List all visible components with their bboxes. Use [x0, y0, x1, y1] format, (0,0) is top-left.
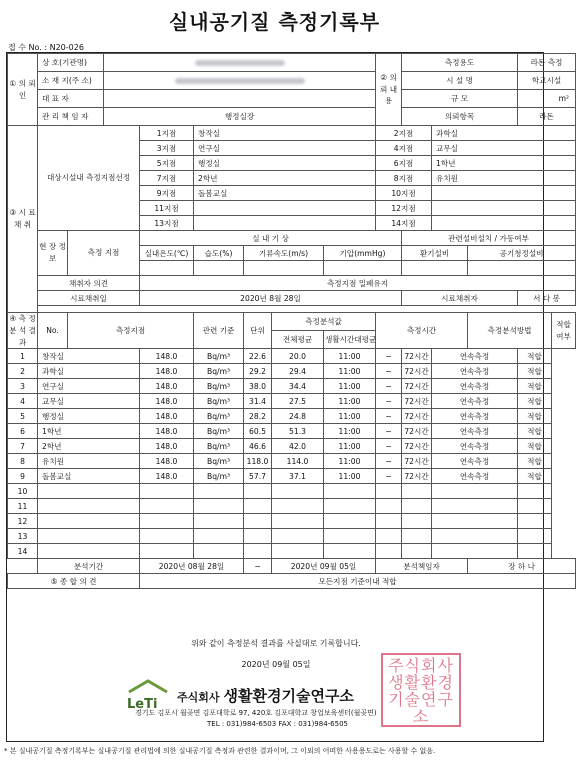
facility-label: 시 설 명 — [402, 72, 518, 90]
page-title: 실내공기질 측정기록부 — [168, 10, 381, 34]
weather-col-airflow: 기류속도(m/s) — [244, 246, 324, 261]
result-life-mean: 20.0 — [272, 349, 324, 364]
result-row — [8, 424, 576, 439]
result-duration: 72시간 — [402, 394, 432, 409]
result-point: 교무실 — [38, 394, 140, 409]
point-name: 연구실 — [194, 141, 376, 156]
weather-value — [194, 261, 244, 276]
result-unit — [194, 484, 244, 499]
result-dash: ~ — [376, 349, 402, 364]
result-mean: 46.6 — [244, 439, 272, 454]
result-duration — [402, 544, 432, 559]
section5-label: ⑤ 종 합 의 견 — [8, 574, 140, 589]
equip-col-ventilation: 환기설비 — [402, 246, 468, 261]
result-no: 5 — [8, 409, 38, 424]
result-duration: 72시간 — [402, 469, 432, 484]
result-fit — [518, 514, 552, 529]
result-unit: Bq/m³ — [194, 469, 244, 484]
result-fit — [518, 499, 552, 514]
result-start: 11:00 — [324, 469, 376, 484]
result-mean — [244, 514, 272, 529]
result-point: 돌봄교실 — [38, 469, 140, 484]
result-dash: ~ — [376, 454, 402, 469]
result-start — [324, 514, 376, 529]
points-label: 대상시설내 측정지점선정 — [38, 126, 140, 231]
point-label: 8지점 — [376, 171, 432, 186]
point-label: 2지점 — [376, 126, 432, 141]
point-name: 1학년 — [432, 156, 576, 171]
result-duration — [402, 529, 432, 544]
result-mean — [244, 544, 272, 559]
equip-value — [468, 261, 576, 276]
leti-logo-icon — [125, 678, 171, 710]
redacted-address — [175, 78, 305, 84]
site-info-label: 현 장 정 보 — [38, 231, 68, 276]
result-method: 연속측정 — [432, 439, 518, 454]
period-start: 2020년 08월 28일 — [140, 559, 244, 574]
result-standard: 148.0 — [140, 424, 194, 439]
result-start — [324, 529, 376, 544]
result-no: 2 — [8, 364, 38, 379]
point-label: 1지점 — [140, 126, 194, 141]
result-unit — [194, 529, 244, 544]
result-standard: 148.0 — [140, 409, 194, 424]
result-point — [38, 484, 140, 499]
result-no: 14 — [8, 544, 38, 559]
result-mean: 29.2 — [244, 364, 272, 379]
result-method: 연속측정 — [432, 394, 518, 409]
result-start: 11:00 — [324, 379, 376, 394]
company-name: 생활환경기술연구소 — [223, 687, 354, 705]
sampler-value: 서 다 봉 — [518, 291, 576, 306]
result-fit: 적합 — [518, 469, 552, 484]
point-name — [432, 201, 576, 216]
result-standard — [140, 499, 194, 514]
result-no: 7 — [8, 439, 38, 454]
facility-value: 학교시설 — [518, 72, 576, 90]
result-fit — [518, 529, 552, 544]
result-row — [8, 349, 576, 364]
footnote: * 본 실내공기질 측정기록부는 실내공기질 관리법에 의한 실내공기질 측정과 관련한 결과이며, 그 이외의 어떠한 사용용도로는 사용할 수 없음. — [4, 747, 436, 755]
result-mean: 38.0 — [244, 379, 272, 394]
result-fit: 적합 — [518, 454, 552, 469]
result-start: 11:00 — [324, 424, 376, 439]
result-row — [8, 499, 576, 514]
address-value — [104, 72, 376, 90]
company-prefix: 주식회사 — [177, 691, 220, 704]
result-method: 연속측정 — [432, 469, 518, 484]
result-duration: 72시간 — [402, 349, 432, 364]
result-point: 행정실 — [38, 409, 140, 424]
result-fit: 적합 — [518, 409, 552, 424]
sampler-label: 시료채취자 — [402, 291, 518, 306]
result-row — [8, 484, 576, 499]
result-fit — [518, 544, 552, 559]
summary-table — [7, 558, 576, 589]
issue-date: 2020년 09월 05일 — [241, 660, 311, 669]
result-life-mean — [272, 514, 324, 529]
result-point: 창작실 — [38, 349, 140, 364]
result-no: 9 — [8, 469, 38, 484]
result-method: 연속측정 — [432, 454, 518, 469]
result-fit: 적합 — [518, 424, 552, 439]
result-life-mean: 24.8 — [272, 409, 324, 424]
point-name: 돌봄교실 — [194, 186, 376, 201]
result-mean: 22.6 — [244, 349, 272, 364]
result-dash — [376, 544, 402, 559]
result-mean — [244, 499, 272, 514]
result-standard — [140, 484, 194, 499]
result-dash — [376, 484, 402, 499]
col-point: 측정지점 — [68, 313, 194, 349]
result-fit: 적합 — [518, 439, 552, 454]
manager-value: 행정실장 — [104, 108, 376, 126]
point-label: 9지점 — [140, 186, 194, 201]
result-duration — [402, 514, 432, 529]
manager-label: 관 리 책 임 자 — [38, 108, 104, 126]
result-row — [8, 379, 576, 394]
point-name: 과학실 — [432, 126, 576, 141]
result-unit: Bq/m³ — [194, 394, 244, 409]
result-unit: Bq/m³ — [194, 349, 244, 364]
section4-tail — [8, 559, 38, 574]
col-method: 측정분석방법 — [468, 313, 552, 349]
equip-col-purifier: 공기청정설비 — [468, 246, 576, 261]
point-name: 2학년 — [194, 171, 376, 186]
result-unit — [194, 544, 244, 559]
weather-value — [324, 261, 402, 276]
result-row — [8, 364, 576, 379]
result-point: 연구실 — [38, 379, 140, 394]
client-name-label: 상 호(기관명) — [38, 54, 104, 72]
result-method: 연속측정 — [432, 349, 518, 364]
point-label: 14지점 — [376, 216, 432, 231]
result-dash: ~ — [376, 424, 402, 439]
result-duration — [402, 484, 432, 499]
result-row — [8, 469, 576, 484]
result-standard — [140, 544, 194, 559]
result-start: 11:00 — [324, 349, 376, 364]
result-standard: 148.0 — [140, 454, 194, 469]
result-dash — [376, 514, 402, 529]
result-point: 1학년 — [38, 424, 140, 439]
result-dash: ~ — [376, 364, 402, 379]
point-label: 11지점 — [140, 201, 194, 216]
equipment-header: 관련설비설치 / 가동여부 — [402, 231, 576, 246]
result-unit — [194, 499, 244, 514]
col-value-group: 측정분석값 — [272, 313, 376, 331]
result-fit: 적합 — [518, 364, 552, 379]
weather-col-humidity: 습도(%) — [194, 246, 244, 261]
result-standard: 148.0 — [140, 469, 194, 484]
point-name: 창작실 — [194, 126, 376, 141]
result-point: 2학년 — [38, 439, 140, 454]
result-standard: 148.0 — [140, 379, 194, 394]
sample-date-value: 2020년 8월 28일 — [140, 291, 402, 306]
company-tel: TEL : 031)984-6503 FAX : 031)984-6505 — [207, 720, 348, 728]
result-method — [432, 484, 518, 499]
result-standard: 148.0 — [140, 439, 194, 454]
result-duration — [402, 499, 432, 514]
col-no: No. — [38, 313, 68, 349]
result-method — [432, 499, 518, 514]
result-start: 11:00 — [324, 454, 376, 469]
point-label: 5지점 — [140, 156, 194, 171]
point-name — [194, 216, 376, 231]
representative-value — [104, 90, 376, 108]
result-mean: 60.5 — [244, 424, 272, 439]
result-mean: 118.0 — [244, 454, 272, 469]
point-label: 10지점 — [376, 186, 432, 201]
result-life-mean: 29.4 — [272, 364, 324, 379]
result-mean — [244, 484, 272, 499]
point-label: 3지점 — [140, 141, 194, 156]
result-start — [324, 499, 376, 514]
result-no: 11 — [8, 499, 38, 514]
result-method: 연속측정 — [432, 364, 518, 379]
result-fit: 적합 — [518, 394, 552, 409]
weather-value — [244, 261, 324, 276]
indoor-weather-header: 실 내 기 상 — [140, 231, 402, 246]
result-method: 연속측정 — [432, 379, 518, 394]
result-row — [8, 514, 576, 529]
result-no: 10 — [8, 484, 38, 499]
result-point — [38, 499, 140, 514]
period-end: 2020년 09월 05일 — [272, 559, 376, 574]
client-name-value — [104, 54, 376, 72]
result-life-mean: 37.1 — [272, 469, 324, 484]
section2-label: ② 의 뢰 내 용 — [376, 54, 402, 126]
result-fit: 적합 — [518, 379, 552, 394]
result-duration: 72시간 — [402, 379, 432, 394]
equip-value — [402, 261, 468, 276]
result-start — [324, 484, 376, 499]
result-unit: Bq/m³ — [194, 424, 244, 439]
result-life-mean — [272, 499, 324, 514]
col-mean: 전체평균 — [272, 331, 324, 349]
point-label: 12지점 — [376, 201, 432, 216]
result-no: 13 — [8, 529, 38, 544]
result-method — [432, 529, 518, 544]
result-mean — [244, 529, 272, 544]
result-rows — [8, 349, 576, 559]
result-standard: 148.0 — [140, 394, 194, 409]
result-standard: 148.0 — [140, 364, 194, 379]
result-duration: 72시간 — [402, 424, 432, 439]
result-dash: ~ — [376, 409, 402, 424]
result-duration: 72시간 — [402, 439, 432, 454]
section1-label: ① 의 뢰 인 — [8, 54, 38, 126]
record-sheet — [6, 52, 571, 742]
purpose-label: 측정용도 — [402, 54, 518, 72]
result-dash — [376, 529, 402, 544]
result-life-mean — [272, 544, 324, 559]
analyst-label: 분석책임자 — [376, 559, 468, 574]
result-fit: 적합 — [518, 349, 552, 364]
result-dash: ~ — [376, 469, 402, 484]
result-life-mean: 27.5 — [272, 394, 324, 409]
analyst-value: 장 하 나 — [468, 559, 576, 574]
period-sep: ~ — [244, 559, 272, 574]
company-seal-stamp: 주식회사 생활환경 기술연구소 — [381, 653, 461, 727]
result-method — [432, 514, 518, 529]
result-point: 유치원 — [38, 454, 140, 469]
result-unit: Bq/m³ — [194, 364, 244, 379]
col-life-mean: 생활시간대평균 — [324, 331, 376, 349]
result-row — [8, 394, 576, 409]
result-start: 11:00 — [324, 409, 376, 424]
point-name: 유치원 — [432, 171, 576, 186]
record-number: 접 수 No. : N20-026 — [8, 43, 84, 52]
result-no: 8 — [8, 454, 38, 469]
result-mean: 31.4 — [244, 394, 272, 409]
result-mean: 57.7 — [244, 469, 272, 484]
result-standard: 148.0 — [140, 349, 194, 364]
result-row — [8, 454, 576, 469]
address-label: 소 재 지(주 소) — [38, 72, 104, 90]
result-start: 11:00 — [324, 439, 376, 454]
point-name — [432, 186, 576, 201]
redacted-client-name — [195, 60, 285, 66]
opinion-value: 측정지점 밀폐유지 — [140, 276, 576, 291]
point-label: 6지점 — [376, 156, 432, 171]
result-unit: Bq/m³ — [194, 454, 244, 469]
col-standard: 관련 기준 — [194, 313, 244, 349]
result-row — [8, 409, 576, 424]
sample-date-label: 시료채취일 — [38, 291, 140, 306]
scale-label: 규 모 — [402, 90, 518, 108]
result-dash: ~ — [376, 379, 402, 394]
result-no: 1 — [8, 349, 38, 364]
result-duration: 72시간 — [402, 454, 432, 469]
result-life-mean: 51.3 — [272, 424, 324, 439]
weather-col-pressure: 기압(mmHg) — [324, 246, 402, 261]
point-label: 7지점 — [140, 171, 194, 186]
opinion-label: 채취자 의견 — [38, 276, 140, 291]
result-method — [432, 544, 518, 559]
result-point: 과학실 — [38, 364, 140, 379]
confirm-text: 위와 같이 측정분석 결과를 사실대로 기록합니다. — [191, 639, 361, 648]
result-row — [8, 529, 576, 544]
result-duration: 72시간 — [402, 409, 432, 424]
result-unit: Bq/m³ — [194, 409, 244, 424]
result-method: 연속측정 — [432, 424, 518, 439]
col-unit: 단위 — [244, 313, 272, 349]
result-no: 4 — [8, 394, 38, 409]
result-standard — [140, 514, 194, 529]
result-unit: Bq/m³ — [194, 379, 244, 394]
result-start: 11:00 — [324, 394, 376, 409]
svg-text:LeTi: LeTi — [127, 697, 158, 712]
point-label: 13지점 — [140, 216, 194, 231]
result-life-mean: 42.0 — [272, 439, 324, 454]
result-point — [38, 529, 140, 544]
result-row — [8, 544, 576, 559]
scale-value: m² — [518, 90, 576, 108]
company-address: 경기도 김포시 월곶면 김포대학로 97, 420호 김포대학교 창업보육센터(월곶면) — [135, 709, 377, 717]
point-label: 4지점 — [376, 141, 432, 156]
result-dash — [376, 499, 402, 514]
result-no: 3 — [8, 379, 38, 394]
result-duration: 72시간 — [402, 364, 432, 379]
representative-label: 대 표 자 — [38, 90, 104, 108]
section-gap — [38, 306, 576, 313]
col-fit: 적합 여부 — [552, 313, 576, 349]
point-name: 교무실 — [432, 141, 576, 156]
result-unit: Bq/m³ — [194, 439, 244, 454]
record-table — [7, 53, 576, 559]
result-point — [38, 514, 140, 529]
point-name — [432, 216, 576, 231]
result-method: 연속측정 — [432, 409, 518, 424]
point-name: 행정실 — [194, 156, 376, 171]
weather-value — [140, 261, 194, 276]
result-point — [38, 544, 140, 559]
result-life-mean: 34.4 — [272, 379, 324, 394]
result-start: 11:00 — [324, 364, 376, 379]
weather-col-temp: 실내온도(℃) — [140, 246, 194, 261]
result-unit — [194, 514, 244, 529]
col-time: 측정시간 — [376, 313, 468, 349]
result-dash: ~ — [376, 439, 402, 454]
result-mean: 28.2 — [244, 409, 272, 424]
period-label: 분석기간 — [38, 559, 140, 574]
result-row — [8, 439, 576, 454]
result-fit — [518, 484, 552, 499]
section4-label: ④ 측 정 분 석 결 과 — [8, 313, 38, 349]
result-standard — [140, 529, 194, 544]
purpose-value: 라돈 측정 — [518, 54, 576, 72]
result-life-mean — [272, 529, 324, 544]
company-name-line — [177, 685, 354, 706]
result-life-mean — [272, 484, 324, 499]
request-item-value: 라돈 — [518, 108, 576, 126]
section3-label: ③ 시 료 채 취 — [8, 126, 38, 313]
measure-point-label: 측정 지점 — [68, 231, 140, 276]
result-dash: ~ — [376, 394, 402, 409]
result-start — [324, 544, 376, 559]
result-no: 6 — [8, 424, 38, 439]
point-name — [194, 201, 376, 216]
request-item-label: 의뢰항목 — [402, 108, 518, 126]
result-life-mean: 114.0 — [272, 454, 324, 469]
result-no: 12 — [8, 514, 38, 529]
section5-value: 모든지점 기준이내 적합 — [140, 574, 576, 589]
